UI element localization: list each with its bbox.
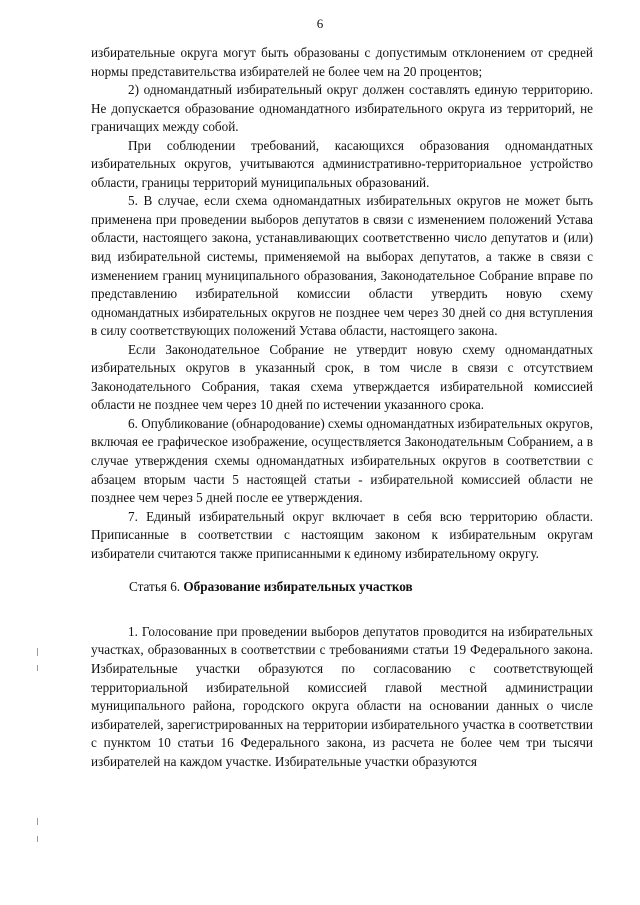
article-number: Статья 6. bbox=[129, 579, 184, 595]
document-body bbox=[91, 44, 593, 771]
paragraph: 2) одномандатный избирательный округ должен составлять единую территорию. Не допускается образование одномандатного избирательного округа из территорий, не граничащих между собой. bbox=[91, 82, 593, 135]
spacer bbox=[91, 563, 593, 578]
paragraph: 5. В случае, если схема одномандатных избирательных округов не может быть применена при проведении выборов депутатов в связи с изменением положений Устава области, настоящего закона, устанавливающих соответственно число депутатов и (или) вид избирательной системы, применяемой на выборах депутатов, а также в связи с изменением границ муниципального образования, Законодательное Собрание вправе по представлению избирательной комиссии области утвердить новую схему одномандатных избирательных округов не позднее чем через 30 дней со дня вступления в силу соответствующих положений Устава области, настоящего закона. bbox=[91, 193, 593, 339]
paragraph: Если Законодательное Собрание не утвердит новую схему одномандатных избирательных округов в указанный срок, в том числе в связи с отсутствием Законодательного Собрания, такая схема утверждается избирательной комиссией области не позднее чем через 10 дней по истечении указанного срока. bbox=[91, 341, 593, 413]
article-heading bbox=[91, 578, 593, 597]
spacer bbox=[91, 597, 593, 623]
paragraph: избирательные округа могут быть образованы с допустимым отклонением от средней нормы представительства избирателей не более чем на 20 процентов; bbox=[91, 45, 593, 79]
margin-mark bbox=[37, 648, 38, 656]
article-title: Образование избирательных участков bbox=[183, 579, 413, 595]
page-number: 6 bbox=[316, 16, 324, 31]
paragraph: 6. Опубликование (обнародование) схемы одномандатных избирательных округов, включая ее графическое изображение, осуществляется Законодательным Собранием, а в случае утверждения схемы одномандатных избирательных округов в соответствии с абзацем вторым части 5 настоящей статьи - избирательной комиссией области не позднее чем через 5 дней после ее утверждения. bbox=[91, 415, 593, 506]
paragraph: 1. Голосование при проведении выборов депутатов проводится на избирательных участках, образованных в соответствии с требованиями статьи 19 Федерального закона. Избирательные участки образуются по согласованию с соответствующей территориальной избирательной комиссией главой местной администрации муниципального района, городского округа области на основании данных о числе избирателей, зарегистрированных на территории избирательного участка в соответствии с пунктом 10 статьи 16 Федерального закона, из расчета не более чем три тысячи избирателей на каждом участке. Избирательные участки образуются bbox=[91, 623, 593, 769]
margin-mark bbox=[37, 818, 38, 825]
margin-mark bbox=[37, 665, 38, 671]
paragraph: При соблюдении требований, касающихся образования одномандатных избирательных округов, учитываются административно-территориальное устройство области, границы территорий муниципальных образований. bbox=[91, 137, 593, 190]
margin-mark bbox=[37, 836, 38, 842]
paragraph: 7. Единый избирательный округ включает в себя всю территорию области. Приписанные в соответствии с настоящим законом к избирательным округам избиратели считаются также приписанными к единому избирательному округу. bbox=[91, 508, 593, 561]
